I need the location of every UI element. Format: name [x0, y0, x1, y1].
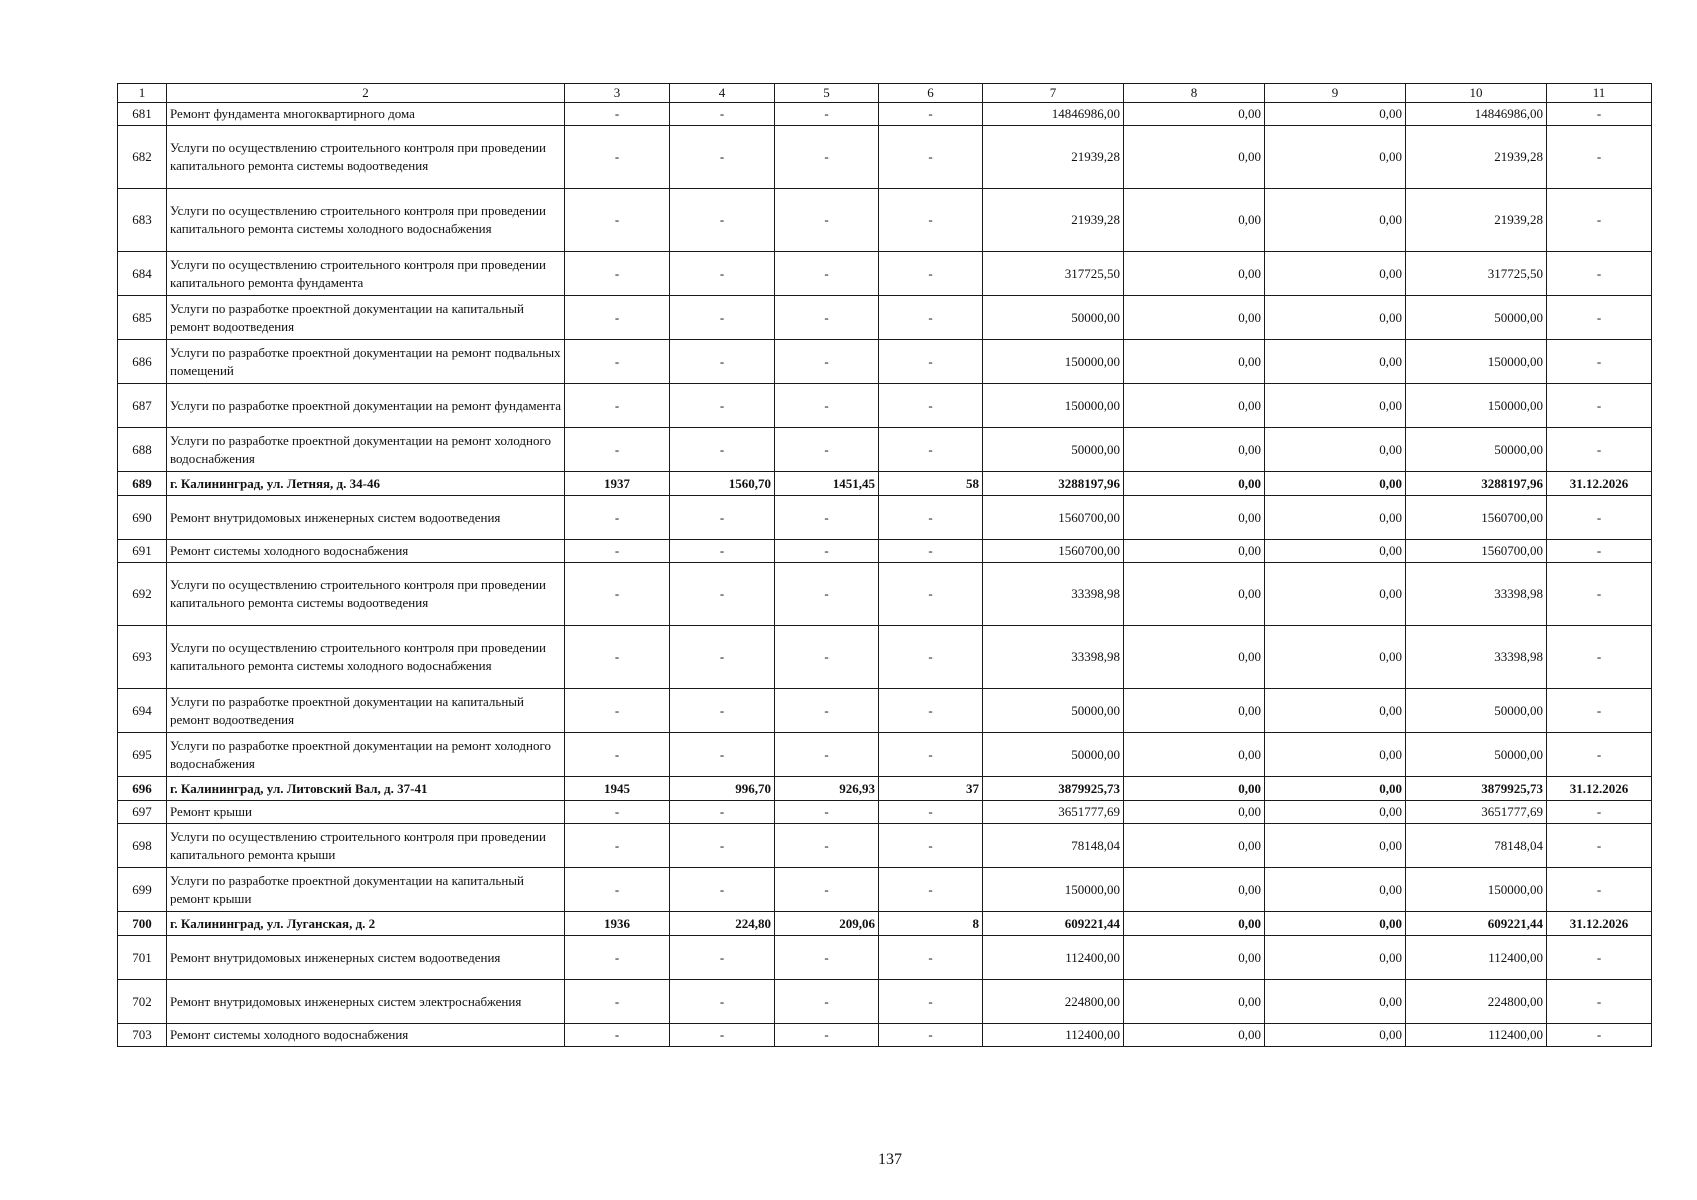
year-built: -: [565, 252, 670, 296]
total-cost: 112400,00: [983, 936, 1124, 980]
total-cost: 3288197,96: [983, 472, 1124, 496]
residents: -: [879, 980, 983, 1024]
living-area: -: [775, 733, 879, 777]
row-name: г. Калининград, ул. Луганская, д. 2: [167, 912, 565, 936]
total-area: -: [670, 296, 775, 340]
fund-reserve: 0,00: [1124, 540, 1265, 563]
total-cost: 50000,00: [983, 689, 1124, 733]
row-name: Ремонт фундамента многоквартирного дома: [167, 103, 565, 126]
fund-reserve: 0,00: [1124, 126, 1265, 189]
total-area: -: [670, 126, 775, 189]
row-name: Услуги по разработке проектной документации на ремонт холодного водоснабжения: [167, 733, 565, 777]
row-number: 681: [118, 103, 167, 126]
living-area: -: [775, 296, 879, 340]
header-cell: 10: [1406, 84, 1547, 103]
living-area: 926,93: [775, 777, 879, 801]
total-area: -: [670, 384, 775, 428]
completion-date: -: [1547, 563, 1652, 626]
row-name: Услуги по разработке проектной документации на капитальный ремонт водоотведения: [167, 296, 565, 340]
residents: -: [879, 384, 983, 428]
row-name: Услуги по разработке проектной документации на капитальный ремонт водоотведения: [167, 689, 565, 733]
living-area: -: [775, 496, 879, 540]
total-cost: 3879925,73: [983, 777, 1124, 801]
total-area: -: [670, 340, 775, 384]
year-built: -: [565, 340, 670, 384]
other-sources: 0,00: [1265, 980, 1406, 1024]
fund-reserve: 0,00: [1124, 189, 1265, 252]
residents: -: [879, 868, 983, 912]
living-area: -: [775, 868, 879, 912]
year-built: -: [565, 126, 670, 189]
other-sources: 0,00: [1265, 733, 1406, 777]
row-number: 690: [118, 496, 167, 540]
total-area: -: [670, 428, 775, 472]
residents: -: [879, 824, 983, 868]
fund-reserve: 0,00: [1124, 824, 1265, 868]
row-name: Услуги по разработке проектной документации на ремонт фундамента: [167, 384, 565, 428]
header-cell: 7: [983, 84, 1124, 103]
other-sources: 0,00: [1265, 912, 1406, 936]
row-number: 699: [118, 868, 167, 912]
residents: -: [879, 733, 983, 777]
fund-reserve: 0,00: [1124, 626, 1265, 689]
work-item-row: [118, 689, 1652, 733]
completion-date: -: [1547, 340, 1652, 384]
row-number: 702: [118, 980, 167, 1024]
owner-funds: 3879925,73: [1406, 777, 1547, 801]
header-cell: 8: [1124, 84, 1265, 103]
completion-date: -: [1547, 1024, 1652, 1047]
completion-date: -: [1547, 103, 1652, 126]
total-cost: 150000,00: [983, 868, 1124, 912]
work-item-row: [118, 733, 1652, 777]
year-built: 1937: [565, 472, 670, 496]
row-number: 686: [118, 340, 167, 384]
row-number: 692: [118, 563, 167, 626]
total-cost: 3651777,69: [983, 801, 1124, 824]
owner-funds: 112400,00: [1406, 1024, 1547, 1047]
column-number-header-row: [118, 84, 1652, 103]
total-cost: 609221,44: [983, 912, 1124, 936]
row-number: 682: [118, 126, 167, 189]
total-area: -: [670, 103, 775, 126]
year-built: -: [565, 868, 670, 912]
total-cost: 317725,50: [983, 252, 1124, 296]
completion-date: -: [1547, 824, 1652, 868]
row-name: Услуги по осуществлению строительного контроля при проведении капитального ремонта крыши: [167, 824, 565, 868]
owner-funds: 224800,00: [1406, 980, 1547, 1024]
year-built: -: [565, 496, 670, 540]
total-cost: 33398,98: [983, 563, 1124, 626]
fund-reserve: 0,00: [1124, 912, 1265, 936]
living-area: -: [775, 626, 879, 689]
year-built: 1936: [565, 912, 670, 936]
work-item-row: [118, 496, 1652, 540]
row-number: 685: [118, 296, 167, 340]
living-area: -: [775, 103, 879, 126]
year-built: -: [565, 296, 670, 340]
living-area: -: [775, 689, 879, 733]
total-area: -: [670, 540, 775, 563]
other-sources: 0,00: [1265, 824, 1406, 868]
completion-date: -: [1547, 626, 1652, 689]
year-built: -: [565, 801, 670, 824]
row-number: 698: [118, 824, 167, 868]
year-built: -: [565, 384, 670, 428]
fund-reserve: 0,00: [1124, 340, 1265, 384]
other-sources: 0,00: [1265, 126, 1406, 189]
completion-date: -: [1547, 428, 1652, 472]
other-sources: 0,00: [1265, 384, 1406, 428]
row-name: Ремонт внутридомовых инженерных систем электроснабжения: [167, 980, 565, 1024]
row-name: Услуги по разработке проектной документации на ремонт подвальных помещений: [167, 340, 565, 384]
completion-date: -: [1547, 936, 1652, 980]
row-number: 696: [118, 777, 167, 801]
residents: -: [879, 626, 983, 689]
year-built: -: [565, 1024, 670, 1047]
total-cost: 1560700,00: [983, 540, 1124, 563]
work-item-row: [118, 868, 1652, 912]
total-cost: 150000,00: [983, 384, 1124, 428]
work-item-row: [118, 540, 1652, 563]
total-area: -: [670, 868, 775, 912]
residents: -: [879, 252, 983, 296]
header-cell: 2: [167, 84, 565, 103]
fund-reserve: 0,00: [1124, 252, 1265, 296]
row-name: Ремонт крыши: [167, 801, 565, 824]
header-cell: 5: [775, 84, 879, 103]
residents: -: [879, 1024, 983, 1047]
fund-reserve: 0,00: [1124, 103, 1265, 126]
living-area: -: [775, 563, 879, 626]
owner-funds: 317725,50: [1406, 252, 1547, 296]
completion-date: -: [1547, 296, 1652, 340]
completion-date: -: [1547, 733, 1652, 777]
residents: -: [879, 936, 983, 980]
owner-funds: 78148,04: [1406, 824, 1547, 868]
work-item-row: [118, 340, 1652, 384]
row-name: Услуги по разработке проектной документации на ремонт холодного водоснабжения: [167, 428, 565, 472]
living-area: -: [775, 980, 879, 1024]
owner-funds: 50000,00: [1406, 689, 1547, 733]
row-name: Услуги по осуществлению строительного контроля при проведении капитального ремонта системы холодного водоснабжения: [167, 189, 565, 252]
other-sources: 0,00: [1265, 1024, 1406, 1047]
total-cost: 33398,98: [983, 626, 1124, 689]
address-row: [118, 472, 1652, 496]
total-cost: 150000,00: [983, 340, 1124, 384]
total-cost: 224800,00: [983, 980, 1124, 1024]
row-number: 694: [118, 689, 167, 733]
year-built: -: [565, 189, 670, 252]
owner-funds: 33398,98: [1406, 563, 1547, 626]
work-item-row: [118, 936, 1652, 980]
residents: 37: [879, 777, 983, 801]
year-built: -: [565, 689, 670, 733]
other-sources: 0,00: [1265, 296, 1406, 340]
completion-date: -: [1547, 384, 1652, 428]
work-item-row: [118, 189, 1652, 252]
living-area: -: [775, 340, 879, 384]
completion-date: -: [1547, 126, 1652, 189]
row-number: 687: [118, 384, 167, 428]
fund-reserve: 0,00: [1124, 777, 1265, 801]
header-cell: 11: [1547, 84, 1652, 103]
completion-date: -: [1547, 689, 1652, 733]
total-area: -: [670, 189, 775, 252]
other-sources: 0,00: [1265, 563, 1406, 626]
other-sources: 0,00: [1265, 428, 1406, 472]
residents: 8: [879, 912, 983, 936]
residents: -: [879, 801, 983, 824]
row-name: Ремонт внутридомовых инженерных систем водоотведения: [167, 936, 565, 980]
other-sources: 0,00: [1265, 868, 1406, 912]
total-area: -: [670, 980, 775, 1024]
work-item-row: [118, 801, 1652, 824]
total-area: 224,80: [670, 912, 775, 936]
completion-date: -: [1547, 540, 1652, 563]
row-number: 701: [118, 936, 167, 980]
fund-reserve: 0,00: [1124, 980, 1265, 1024]
work-item-row: [118, 428, 1652, 472]
residents: -: [879, 189, 983, 252]
owner-funds: 50000,00: [1406, 296, 1547, 340]
owner-funds: 150000,00: [1406, 868, 1547, 912]
total-area: 1560,70: [670, 472, 775, 496]
page-number: 137: [878, 1151, 902, 1168]
residents: -: [879, 540, 983, 563]
fund-reserve: 0,00: [1124, 563, 1265, 626]
completion-date: -: [1547, 189, 1652, 252]
row-number: 691: [118, 540, 167, 563]
header-cell: 9: [1265, 84, 1406, 103]
completion-date: 31.12.2026: [1547, 912, 1652, 936]
row-name: Услуги по разработке проектной документации на капитальный ремонт крыши: [167, 868, 565, 912]
row-number: 700: [118, 912, 167, 936]
owner-funds: 1560700,00: [1406, 540, 1547, 563]
owner-funds: 50000,00: [1406, 428, 1547, 472]
fund-reserve: 0,00: [1124, 384, 1265, 428]
fund-reserve: 0,00: [1124, 936, 1265, 980]
living-area: -: [775, 824, 879, 868]
total-cost: 50000,00: [983, 296, 1124, 340]
year-built: -: [565, 980, 670, 1024]
year-built: -: [565, 733, 670, 777]
other-sources: 0,00: [1265, 103, 1406, 126]
row-number: 697: [118, 801, 167, 824]
owner-funds: 150000,00: [1406, 384, 1547, 428]
fund-reserve: 0,00: [1124, 689, 1265, 733]
work-item-row: [118, 824, 1652, 868]
fund-reserve: 0,00: [1124, 1024, 1265, 1047]
row-number: 693: [118, 626, 167, 689]
other-sources: 0,00: [1265, 777, 1406, 801]
total-area: -: [670, 563, 775, 626]
residents: 58: [879, 472, 983, 496]
row-name: Ремонт системы холодного водоснабжения: [167, 1024, 565, 1047]
year-built: -: [565, 824, 670, 868]
row-name: Услуги по осуществлению строительного контроля при проведении капитального ремонта системы холодного водоснабжения: [167, 626, 565, 689]
owner-funds: 14846986,00: [1406, 103, 1547, 126]
header-cell: 4: [670, 84, 775, 103]
total-area: -: [670, 496, 775, 540]
row-number: 703: [118, 1024, 167, 1047]
total-cost: 78148,04: [983, 824, 1124, 868]
address-row: [118, 912, 1652, 936]
year-built: -: [565, 626, 670, 689]
other-sources: 0,00: [1265, 252, 1406, 296]
living-area: -: [775, 540, 879, 563]
fund-reserve: 0,00: [1124, 472, 1265, 496]
owner-funds: 3288197,96: [1406, 472, 1547, 496]
year-built: 1945: [565, 777, 670, 801]
owner-funds: 21939,28: [1406, 189, 1547, 252]
residents: -: [879, 428, 983, 472]
year-built: -: [565, 428, 670, 472]
residents: -: [879, 296, 983, 340]
row-number: 688: [118, 428, 167, 472]
total-cost: 21939,28: [983, 126, 1124, 189]
total-area: -: [670, 1024, 775, 1047]
other-sources: 0,00: [1265, 936, 1406, 980]
living-area: 209,06: [775, 912, 879, 936]
header-cell: 1: [118, 84, 167, 103]
work-item-row: [118, 384, 1652, 428]
total-area: -: [670, 824, 775, 868]
row-name: Услуги по осуществлению строительного контроля при проведении капитального ремонта системы водоотведения: [167, 126, 565, 189]
row-name: Услуги по осуществлению строительного контроля при проведении капитального ремонта фундамента: [167, 252, 565, 296]
work-item-row: [118, 626, 1652, 689]
other-sources: 0,00: [1265, 189, 1406, 252]
total-cost: 1560700,00: [983, 496, 1124, 540]
year-built: -: [565, 936, 670, 980]
work-item-row: [118, 126, 1652, 189]
residents: -: [879, 563, 983, 626]
residents: -: [879, 126, 983, 189]
total-area: -: [670, 733, 775, 777]
fund-reserve: 0,00: [1124, 801, 1265, 824]
total-area: -: [670, 936, 775, 980]
living-area: -: [775, 384, 879, 428]
other-sources: 0,00: [1265, 689, 1406, 733]
owner-funds: 21939,28: [1406, 126, 1547, 189]
total-cost: 50000,00: [983, 428, 1124, 472]
living-area: -: [775, 801, 879, 824]
year-built: -: [565, 563, 670, 626]
row-name: Ремонт системы холодного водоснабжения: [167, 540, 565, 563]
completion-date: -: [1547, 801, 1652, 824]
other-sources: 0,00: [1265, 540, 1406, 563]
row-number: 689: [118, 472, 167, 496]
work-item-row: [118, 563, 1652, 626]
other-sources: 0,00: [1265, 496, 1406, 540]
work-item-row: [118, 1024, 1652, 1047]
residents: -: [879, 103, 983, 126]
fund-reserve: 0,00: [1124, 868, 1265, 912]
year-built: -: [565, 540, 670, 563]
fund-reserve: 0,00: [1124, 733, 1265, 777]
total-cost: 14846986,00: [983, 103, 1124, 126]
living-area: 1451,45: [775, 472, 879, 496]
completion-date: -: [1547, 252, 1652, 296]
total-cost: 21939,28: [983, 189, 1124, 252]
work-item-row: [118, 296, 1652, 340]
residents: -: [879, 689, 983, 733]
living-area: -: [775, 1024, 879, 1047]
living-area: -: [775, 428, 879, 472]
total-area: -: [670, 252, 775, 296]
capital-repair-table: [117, 83, 1652, 1047]
other-sources: 0,00: [1265, 626, 1406, 689]
row-name: Ремонт внутридомовых инженерных систем водоотведения: [167, 496, 565, 540]
owner-funds: 112400,00: [1406, 936, 1547, 980]
owner-funds: 50000,00: [1406, 733, 1547, 777]
living-area: -: [775, 936, 879, 980]
completion-date: -: [1547, 980, 1652, 1024]
total-area: -: [670, 626, 775, 689]
row-number: 695: [118, 733, 167, 777]
total-cost: 112400,00: [983, 1024, 1124, 1047]
total-area: -: [670, 801, 775, 824]
fund-reserve: 0,00: [1124, 296, 1265, 340]
header-cell: 3: [565, 84, 670, 103]
residents: -: [879, 340, 983, 384]
header-cell: 6: [879, 84, 983, 103]
owner-funds: 609221,44: [1406, 912, 1547, 936]
completion-date: 31.12.2026: [1547, 777, 1652, 801]
completion-date: -: [1547, 868, 1652, 912]
work-item-row: [118, 252, 1652, 296]
row-name: г. Калининград, ул. Летняя, д. 34-46: [167, 472, 565, 496]
fund-reserve: 0,00: [1124, 496, 1265, 540]
living-area: -: [775, 126, 879, 189]
row-name: Услуги по осуществлению строительного контроля при проведении капитального ремонта системы водоотведения: [167, 563, 565, 626]
residents: -: [879, 496, 983, 540]
row-number: 684: [118, 252, 167, 296]
owner-funds: 150000,00: [1406, 340, 1547, 384]
other-sources: 0,00: [1265, 801, 1406, 824]
total-area: -: [670, 689, 775, 733]
owner-funds: 1560700,00: [1406, 496, 1547, 540]
total-area: 996,70: [670, 777, 775, 801]
work-item-row: [118, 980, 1652, 1024]
row-number: 683: [118, 189, 167, 252]
living-area: -: [775, 252, 879, 296]
other-sources: 0,00: [1265, 472, 1406, 496]
owner-funds: 3651777,69: [1406, 801, 1547, 824]
owner-funds: 33398,98: [1406, 626, 1547, 689]
total-cost: 50000,00: [983, 733, 1124, 777]
completion-date: -: [1547, 496, 1652, 540]
row-name: г. Калининград, ул. Литовский Вал, д. 37-41: [167, 777, 565, 801]
year-built: -: [565, 103, 670, 126]
completion-date: 31.12.2026: [1547, 472, 1652, 496]
work-item-row: [118, 103, 1652, 126]
address-row: [118, 777, 1652, 801]
other-sources: 0,00: [1265, 340, 1406, 384]
fund-reserve: 0,00: [1124, 428, 1265, 472]
living-area: -: [775, 189, 879, 252]
